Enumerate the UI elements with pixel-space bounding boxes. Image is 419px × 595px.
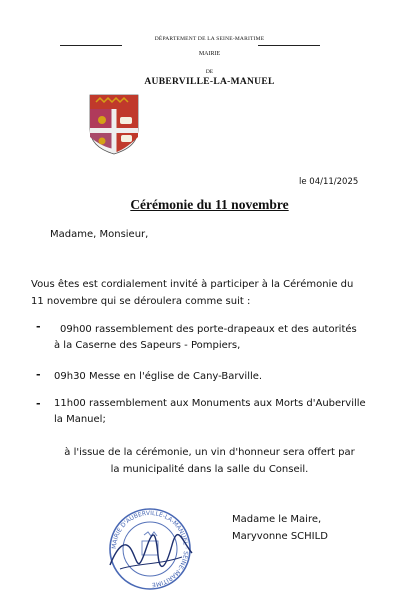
signatory-name: Maryvonne SCHILD	[232, 531, 328, 542]
mairie-label: MAIRIE	[198, 51, 221, 57]
department-name: DÉPARTEMENT DE LA SEINE-MARITIME	[154, 36, 265, 42]
intro-line-2: 11 novembre qui se déroulera comme suit :	[31, 296, 251, 307]
closing-line-1: à l'issue de la cérémonie, un vin d'honneur sera offert par	[64, 447, 355, 458]
commune-name: AUBERVILLE-LA-MANUEL	[144, 77, 275, 87]
program-dash: -	[36, 320, 41, 333]
stamp-text: MAIRIE D'AUBERVILLE-LA-MANUEL · SEINE-MARITIME	[110, 509, 190, 588]
coat-of-arms-icon	[86, 91, 142, 157]
closing-line-2: la municipalité dans la salle du Conseil.	[110, 464, 309, 475]
program-item-2-line-1: 09h30 Messe en l'église de Cany-Barville.	[54, 371, 263, 382]
letterhead-rule-right	[258, 45, 320, 46]
letterhead-rule-left	[60, 45, 122, 46]
official-stamp-icon	[98, 505, 202, 593]
greeting: Madame, Monsieur,	[50, 229, 149, 240]
program-dash: -	[36, 397, 41, 410]
document-title: Cérémonie du 11 novembre	[130, 197, 289, 212]
program-item-3-line-1: 11h00 rassemblement aux Monuments aux Morts d'Auberville	[54, 398, 366, 409]
program-dash: -	[36, 368, 41, 381]
de-label: DE	[205, 69, 214, 75]
program-item-1-line-1: 09h00 rassemblement des porte-drapeaux et des autorités	[60, 324, 357, 335]
date-line: le 04/11/2025	[299, 177, 359, 187]
signatory-title: Madame le Maire,	[232, 514, 322, 525]
program-item-1-line-2: à la Caserne des Sapeurs - Pompiers,	[54, 340, 241, 351]
program-item-3-line-2: la Manuel;	[54, 414, 106, 425]
intro-line-1: Vous êtes est cordialement invité à participer à la Cérémonie du	[31, 279, 354, 290]
